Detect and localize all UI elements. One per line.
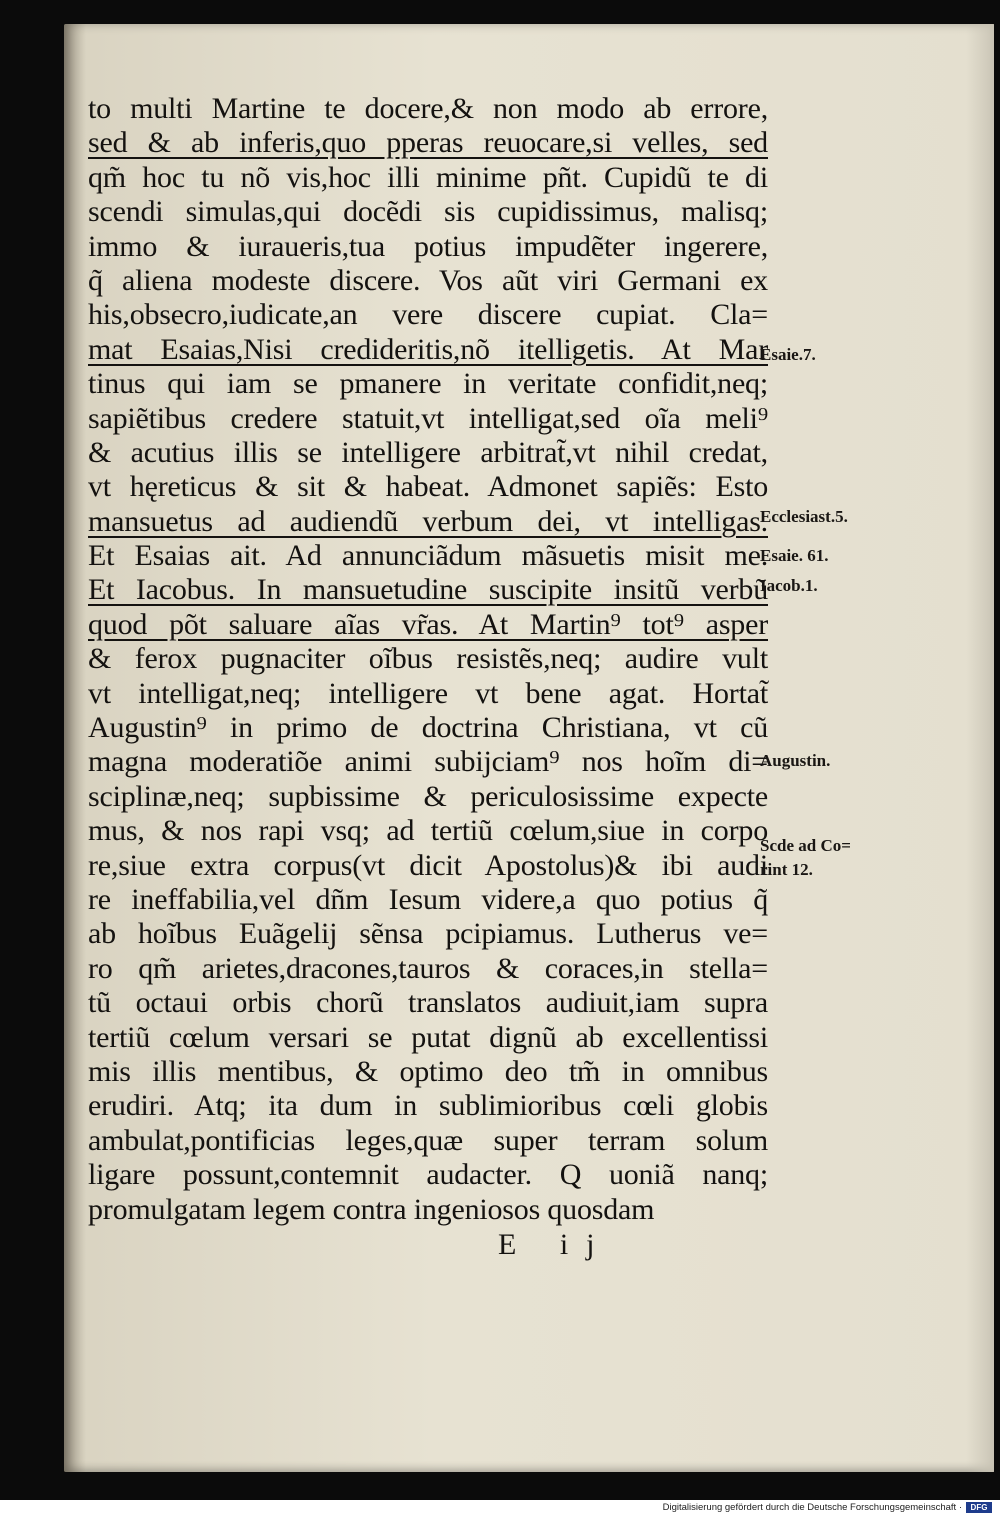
text-line-22: mus, & nos rapi vsq; ad tertiũ cœlum,siue in corpo [88,814,768,848]
text-line-25: ab hoĩbus Euãgelij sẽnsa pcipiamus. Lutherus ve= [88,917,768,951]
text-line-32: ligare possunt,contemnit audacter. Q uoniã nanq; [88,1158,768,1192]
text-line-21: sciplinæ,neq; supbissime & periculosissime expecte [88,779,768,813]
funding-credit: Digitalisierung gefördert durch die Deutsche Forschungsgemeinschaft · [662,1502,962,1513]
text-line-6: q̃ aliena modeste discere. Vos aũt viri Germani ex [88,263,768,297]
text-line-30: erudiri. Atq; ita dum in sublimioribus cœli globis [88,1089,768,1123]
text-line-23: re,siue extra corpus(vt dicit Apostolus)& ibi audi [88,848,768,882]
text-line-27: tũ octaui orbis chorũ translatos audiuit,iam supra [88,986,768,1020]
marginal-note-esaie-7: Esaie.7. [760,345,816,364]
signature-mark: E ij [498,1228,613,1261]
text-line-29: mis illis mentibus, & optimo deo tm̃ in omnibus [88,1054,768,1088]
text-line-12: vt hęreticus & sit & habeat. Admonet sapiẽs: Esto [88,470,768,504]
text-line-17: & ferox pugnaciter oĩbus resistẽs,neq; audire vult [88,642,768,676]
text-line-16: quod põt saluare aĩas vr̃as. At Martin⁹ tot⁹ asper [88,607,768,641]
text-line-13: mansuetus ad audiendũ verbum dei, vt intelligas. [88,504,768,538]
dfg-logo: DFG [966,1502,992,1513]
text-line-28: tertiũ cœlum versari se putat dignũ ab excellentissi [88,1020,768,1054]
text-line-31: ambulat,pontificias leges,quæ super terram solum [88,1123,768,1157]
text-line-3: qm̃ hoc tu nõ vis,hoc illi minime pñt. Cupidũ te di [88,160,768,194]
marginal-note-ecclesiast: Ecclesiast.5. [760,507,848,526]
text-line-33: promulgatam legem contra ingeniosos quosdam [88,1192,655,1226]
text-line-14: Et Esaias ait. Ad annunciãdum mãsuetis misit me. [88,539,768,573]
marginal-note-corinth-1: Scde ad Co= [760,836,851,855]
text-line-4: scendi simulas,qui docẽdi sis cupidissimus, malisq; [88,195,768,229]
text-line-10: sapiẽtibus credere statuit,vt intelligat,sed oĩa meli⁹ [88,401,768,435]
text-line-1: to multi Martine te docere,& non modo ab errore, [88,92,768,125]
text-line-24: re ineffabilia,vel dñm Iesum videre,a quo potius q̃ [88,882,768,916]
text-line-20: magna moderatiõe animi subijciam⁹ nos hoĩm di= [88,745,768,779]
text-line-5: immo & iuraueris,tua potius impudẽter ingerere, [88,229,768,263]
text-line-18: vt intelligat,neq; intelligere vt bene agat. Hortat̃ [88,676,768,710]
text-line-11: & acutius illis se intelligere arbitrat̃,vt nihil credat, [88,435,768,469]
marginal-note-augustin: Augustin. [760,751,831,770]
marginal-note-esaie-61: Esaie. 61. [760,546,829,565]
marginal-note-corinth-2: rint 12. [760,860,813,879]
text-line-26: ro qm̃ arietes,dracones,tauros & coraces,in stella= [88,951,768,985]
main-text-block [88,92,768,1227]
text-line-7: his,obsecro,iudicate,an vere discere cupiat. Cla= [88,298,768,332]
text-line-9: tinus qui iam se pmanere in veritate confidit,neq; [88,367,768,401]
marginal-note-iacob: Iacob.1. [760,576,818,595]
text-line-15: Et Iacobus. In mansuetudine suscipite insitũ verbũ [88,573,768,607]
text-line-8: mat Esaias,Nisi credideritis,nõ itelligetis. At Mar [88,332,768,366]
text-line-19: Augustin⁹ in primo de doctrina Christiana, vt cũ [88,711,768,745]
text-line-2: sed & ab inferis,quo pperas reuocare,si velles, sed [88,126,768,160]
